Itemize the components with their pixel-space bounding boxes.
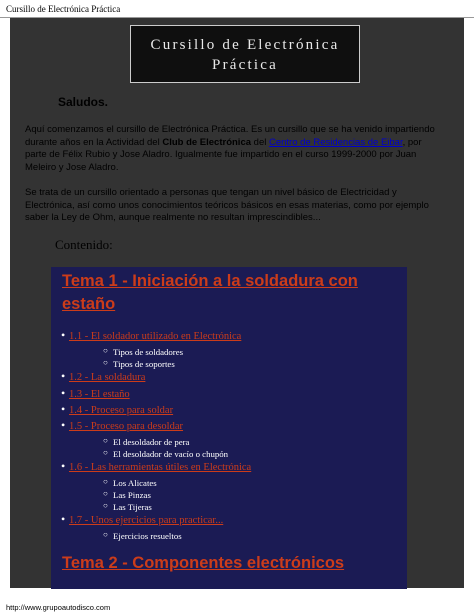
circle-bullet-icon: ○	[103, 489, 108, 498]
toc-item-1-6[interactable]	[61, 459, 252, 473]
bullet-icon: •	[61, 386, 66, 400]
document-header	[0, 0, 474, 16]
toc-sub-label: Las Pinzas	[113, 490, 151, 500]
banner-line-1: Cursillo de Electrónica	[150, 37, 340, 53]
toc-sub-item	[103, 448, 229, 459]
circle-bullet-icon: ○	[103, 477, 108, 486]
toc-sub-item	[103, 530, 182, 541]
bullet-icon: •	[61, 328, 66, 342]
circle-bullet-icon: ○	[103, 358, 108, 367]
circle-bullet-icon: ○	[103, 501, 108, 510]
toc-item-label[interactable]: 1.2 - La soldadura	[69, 372, 146, 383]
toc-item-label[interactable]: 1.3 - El estaño	[69, 389, 130, 400]
bullet-icon: •	[61, 369, 66, 383]
toc-sub-item	[103, 477, 157, 488]
contents-heading: Contenido:	[55, 237, 113, 252]
toc-item-label[interactable]: 1.1 - El soldador utilizado en Electrónica	[69, 331, 242, 342]
toc-sub-item	[103, 346, 184, 357]
toc-sub-item	[103, 436, 190, 447]
bullet-icon: •	[61, 512, 66, 526]
toc-sub-item	[103, 358, 175, 369]
residencias-link[interactable]: Centro de Residencias de Eibar	[268, 136, 403, 148]
toc-item-label[interactable]: 1.4 - Proceso para soldar	[69, 405, 174, 416]
document-title: Cursillo de Electrónica Práctica	[6, 4, 121, 14]
toc-item-label[interactable]: 1.6 - Las herramientas útiles en Electrónica	[69, 462, 252, 473]
toc-sub-label: Ejercicios resueltos	[113, 531, 182, 541]
toc-item-label[interactable]: 1.7 - Unos ejercicios para practicar...	[69, 515, 224, 526]
toc-sub-item	[103, 489, 151, 500]
bullet-icon: •	[61, 418, 66, 432]
tema-2-link[interactable]: Tema 2 - Componentes electrónicos	[62, 554, 345, 572]
circle-bullet-icon: ○	[103, 346, 108, 355]
audience-paragraph: Se trata de un cursillo orientado a personas que tengan un nivel básico de Electricidad y Electrónica, así como unos conocimientos teóricos básicos en esas materias, como por ejemplo saber la Ley de Ohm, aunque realmente no resultan imprescindibles...	[25, 187, 429, 224]
toc-sub-label: Tipos de soldadores	[113, 347, 184, 357]
intro-paragraph	[25, 124, 435, 175]
toc-item-label[interactable]: 1.5 - Proceso para desoldar	[69, 421, 184, 432]
toc-sub-label: Las Tijeras	[113, 502, 152, 512]
bullet-icon: •	[61, 402, 66, 416]
greeting-heading: Saludos.	[58, 95, 109, 109]
toc-item-1-1[interactable]	[61, 328, 242, 342]
toc-item-1-4[interactable]	[61, 402, 174, 416]
intro-club-name: Club de Electrónica	[162, 136, 252, 148]
circle-bullet-icon: ○	[103, 436, 108, 445]
toc-item-1-5[interactable]	[61, 418, 184, 432]
bullet-icon: •	[61, 459, 66, 473]
toc-item-1-7[interactable]	[61, 512, 224, 526]
circle-bullet-icon: ○	[103, 448, 108, 457]
title-banner	[130, 25, 360, 83]
intro-text-1: Aquí comenzamos el cursillo de Electrónica Práctica. Es un cursillo que se ha venido impartiendo durante años en la Actividad del	[25, 124, 435, 148]
toc-item-1-3[interactable]	[61, 386, 130, 400]
toc-sub-label: El desoldador de vacío o chupón	[113, 449, 229, 459]
toc-sub-label: Tipos de soportes	[113, 359, 175, 369]
toc-item-1-2[interactable]	[61, 369, 146, 383]
footer-url: http://www.grupoautodisco.com	[6, 603, 111, 612]
toc-sub-label: Los Alicates	[113, 478, 157, 488]
banner-line-2: Práctica	[212, 57, 278, 73]
intro-text-3: , por parte de Félix Rubio y Jose Aladro. Igualmente fue impartido en el curso 1999-2000 por Juan Meleiro y Jose Aladro.	[25, 136, 422, 174]
tema-1-link[interactable]: Tema 1 - Iniciación a la soldadura con estaño	[62, 272, 358, 313]
toc-sub-label: El desoldador de pera	[113, 437, 190, 447]
table-of-contents	[51, 267, 407, 589]
circle-bullet-icon: ○	[103, 530, 108, 539]
toc-sub-item	[103, 501, 152, 512]
intro-text-2: del	[251, 136, 269, 148]
